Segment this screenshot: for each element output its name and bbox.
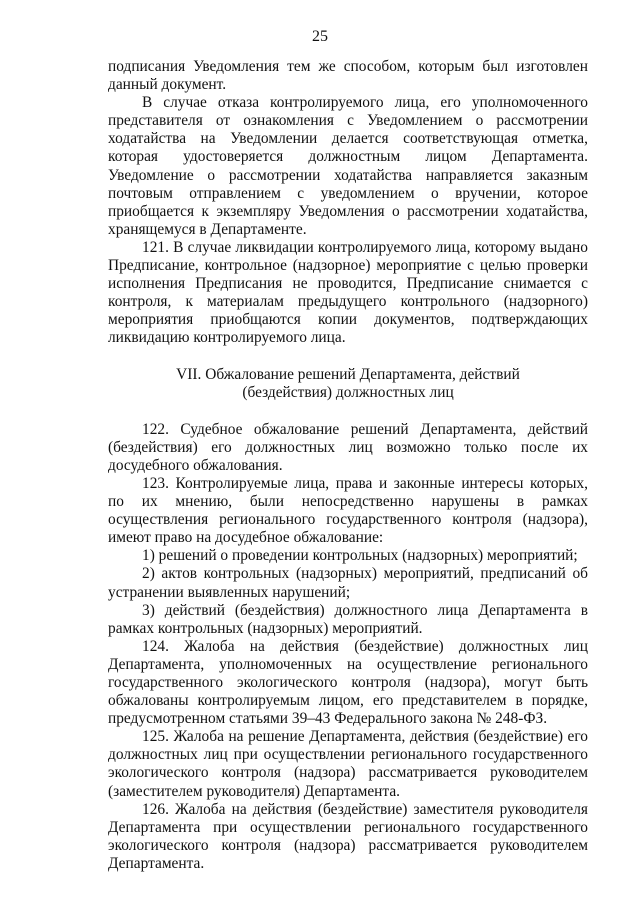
page-number: 25 [312, 28, 328, 45]
section-heading-line-1: VII. Обжалование решений Департамента, действий [176, 365, 520, 383]
paragraph-124: 124. Жалоба на действия (бездействие) должностных лиц Департамента, уполномоченных на осуществление регионального государственного экологического контроля (надзора), могут быть обжалованы контролируемым лицом, его представителем в порядке, предусмотренном статьями 39–43 Федерального закона № 248-ФЗ. [108, 637, 588, 728]
paragraph-125: 125. Жалоба на решение Департамента, действия (бездействие) его должностных лиц при осуществлении регионального государственного экологического контроля (надзора) рассматривается руководителем (заместителем руководителя) Департамента. [108, 728, 588, 800]
section-heading [108, 366, 588, 402]
list-item-2: 2) актов контрольных (надзорных) мероприятий, предписаний об устранении выявленных нарушений; [108, 565, 588, 601]
paragraph-continuation: подписания Уведомления тем же способом, которым был изготовлен данный документ. [108, 58, 588, 94]
paragraph-126: 126. Жалоба на действия (бездействие) заместителя руководителя Департамента при осуществлении регионального государственного экологического контроля (надзора) рассматривается руководителем Департамента. [108, 800, 588, 872]
list-item-1: 1) решений о проведении контрольных (надзорных) мероприятий; [142, 547, 578, 565]
section-heading-line-2: (бездействия) должностных лиц [242, 383, 454, 401]
paragraph-122: 122. Судебное обжалование решений Департамента, действий (бездействия) его должностных лиц возможно только после их досудебного обжалования. [108, 420, 588, 474]
document-body [108, 58, 588, 873]
paragraph-refusal-notice: В случае отказа контролируемого лица, его уполномоченного представителя от ознакомления с Уведомлением о рассмотрении ходатайства на Уведомлении делается соответствующая отметка, которая удостоверяется должностным лицом Департамента. Уведомление о рассмотрении ходатайства направляется заказным почтовым отправлением с уведомлением о вручении, которое приобщается к экземпляру Уведомления о рассмотрении ходатайства, хранящемуся в Департаменте. [108, 94, 588, 238]
paragraph-121: 121. В случае ликвидации контролируемого лица, которому выдано Предписание, контрольное (надзорное) мероприятие с целью проверки исполнения Предписания не проводится, Предписание снимается с контроля, к материалам предыдущего контрольного (надзорного) мероприятия приобщаются копии документов, подтверждающих ликвидацию контролируемого лица. [108, 238, 588, 347]
list-item-3: 3) действий (бездействия) должностного лица Департамента в рамках контрольных (надзорных) мероприятий. [108, 601, 588, 637]
paragraph-123: 123. Контролируемые лица, права и законные интересы которых, по их мнению, были непосредственно нарушены в рамках осуществления регионального государственного контроля (надзора), имеют право на досудебное обжалование: [108, 474, 588, 547]
